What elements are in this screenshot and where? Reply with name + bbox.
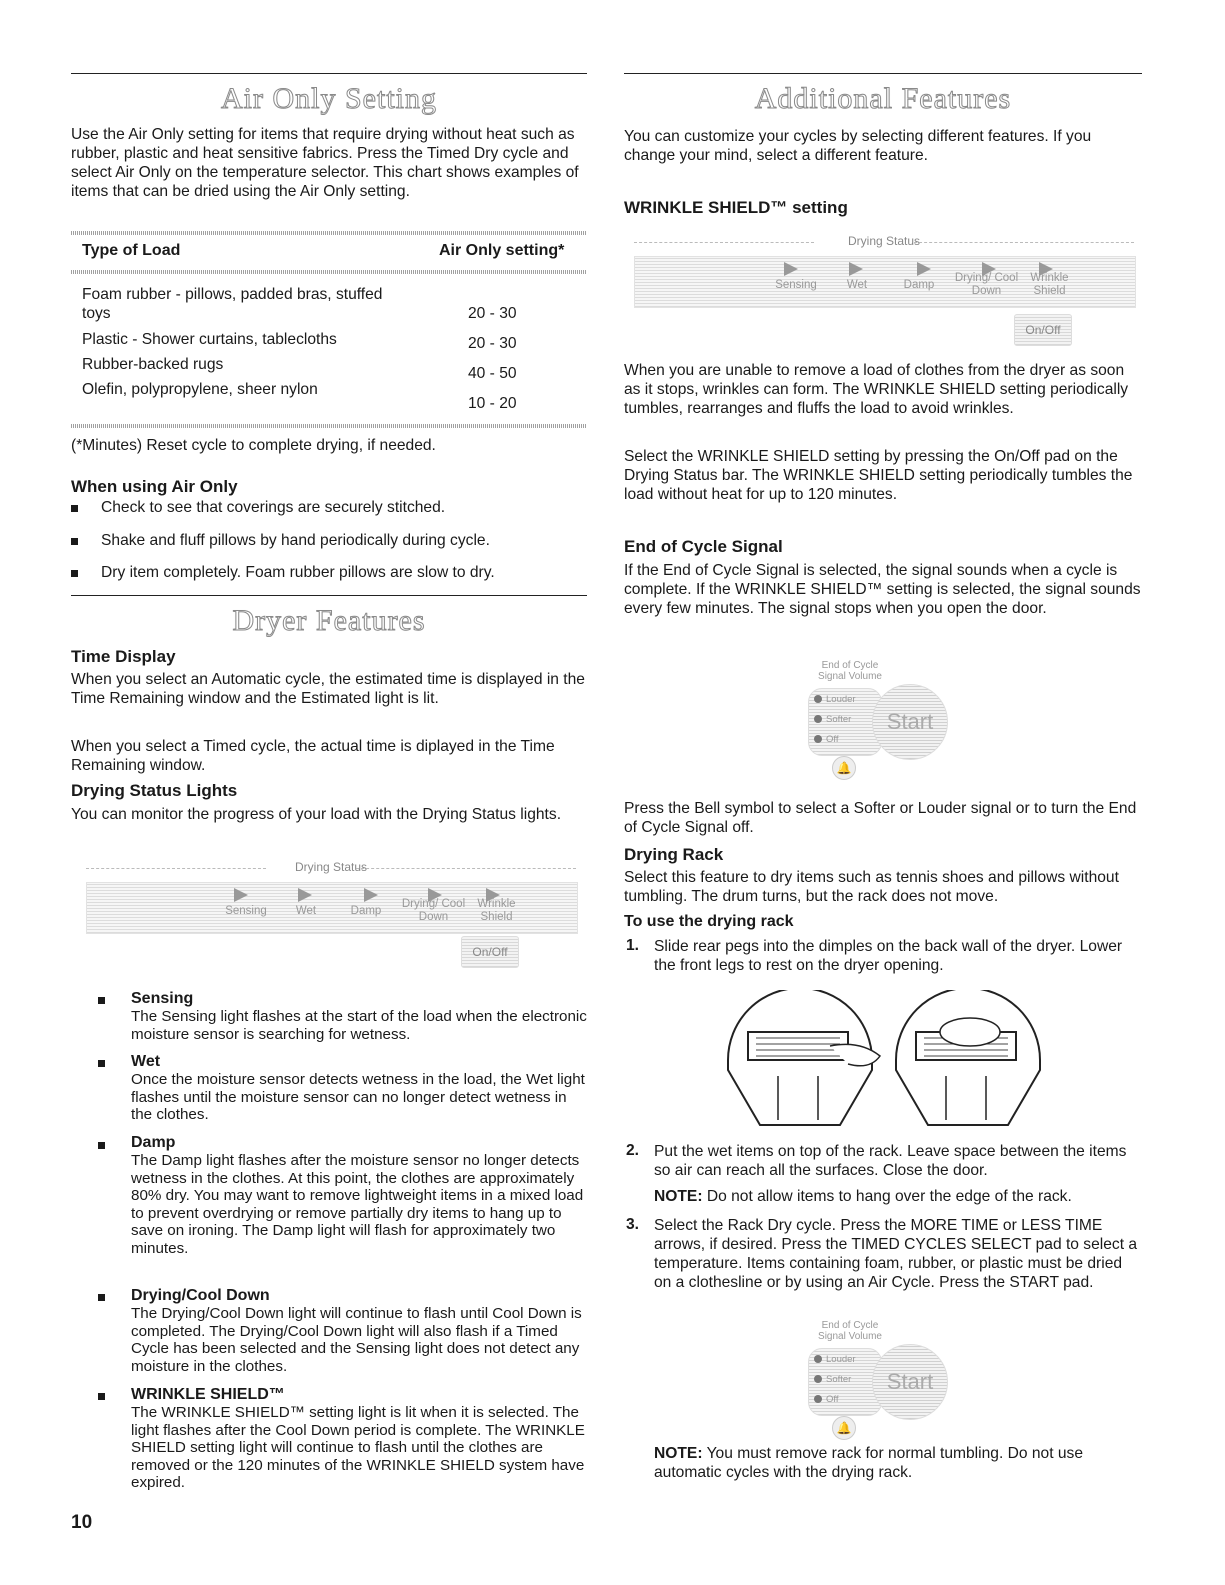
time-display-p2: When you select a Timed cycle, the actual time is diplayed in the Time Remaining window.: [71, 738, 555, 774]
additional-intro: You can customize your cycles by selecting different features. If you change your mind, select a different feature.: [624, 128, 1092, 164]
drying-rack-illustration: [720, 990, 1050, 1130]
end-of-cycle-heading: End of Cycle Signal: [624, 537, 783, 556]
onoff-button[interactable]: On/Off: [461, 936, 519, 968]
stage-sensing: Sensing: [775, 279, 817, 291]
drying-status-p: You can monitor the progress of your load with the Drying Status lights.: [71, 806, 562, 823]
option-louder: Louder: [814, 694, 856, 705]
additional-features-title: Additional Features: [754, 82, 1012, 115]
air-only-intro: Use the Air Only setting for items that require drying without heat such as rubber, plastic and heat sensitive fabrics. Press the Timed Dry cycle and select Air Only on the temperature selector. This chart shows examples of items that can be dried using the Air Only setting.: [71, 126, 579, 200]
stage-arrow-icon: [917, 262, 931, 276]
time-display-p1: When you select an Automatic cycle, the estimated time is displayed in the Time Remaining window and the Estimated light is lit.: [71, 671, 585, 707]
drying-status-panel: [634, 234, 1134, 344]
wrinkle-shield-heading: WRINKLE SHIELD™ setting: [624, 198, 848, 217]
bullet: [98, 1060, 105, 1067]
page-number: 10: [71, 1512, 93, 1533]
end-of-cycle-control: [800, 1320, 960, 1440]
step-text: Select the Rack Dry cycle. Press the MORE TIME or LESS TIME arrows, if desired. Press the TIMED CYCLES SELECT pad to select a temperature. Items containing foam, rubber, or plastic must be dried on a clothesline or by using an Air Cycle. Press the START pad.: [654, 1217, 1138, 1291]
when-using-heading: When using Air Only: [71, 477, 238, 496]
bullet: [71, 505, 78, 512]
stage-arrow-icon: [849, 262, 863, 276]
stage-wet: Wet: [295, 905, 317, 917]
stage-damp: Damp: [350, 905, 382, 917]
bullet: [71, 570, 78, 577]
use-rack-heading: To use the drying rack: [624, 913, 794, 930]
bell-icon[interactable]: 🔔: [832, 1416, 856, 1440]
option-off: Off: [814, 734, 839, 745]
time-display-heading: Time Display: [71, 647, 176, 666]
start-button[interactable]: Start: [872, 684, 948, 760]
stage-drying-cool-down: Drying/ Cool Down: [954, 272, 1019, 297]
stage-arrow-icon: [298, 888, 312, 902]
drying-rack-heading: Drying Rack: [624, 845, 724, 864]
note-label: NOTE:: [654, 1188, 703, 1205]
air-only-title: Air Only Setting: [221, 82, 437, 115]
feature-title-wet: Wet: [131, 1053, 161, 1070]
feature-title-wrinkle-shield: WRINKLE SHIELD™: [131, 1386, 285, 1403]
dryer-features-title: Dryer Features: [232, 604, 426, 637]
start-button[interactable]: Start: [872, 1344, 948, 1420]
bullet: [71, 538, 78, 545]
bullet: [98, 1393, 105, 1400]
drying-status-heading: Drying Status Lights: [71, 781, 238, 800]
top-rule-left: [71, 73, 587, 74]
option-off: Off: [814, 1394, 839, 1405]
drying-status-panel: [86, 860, 576, 970]
table-row-load: Plastic - Shower curtains, tablecloths: [82, 331, 337, 348]
note-label: NOTE:: [654, 1445, 703, 1462]
feature-body-drying-cool-down: The Drying/Cool Down light will continue to flash until Cool Down is completed. The Drying/Cool Down light will also flash if a Timed Cycle has been selected and the Sensing light does not detect any moisture in the clothes.: [131, 1305, 582, 1375]
bullet: [98, 997, 105, 1004]
table-row-load: Olefin, polypropylene, sheer nylon: [82, 381, 318, 398]
table-row-setting: 10 - 20: [468, 395, 517, 412]
top-rule-right: [624, 73, 1142, 74]
stage-drying-cool-down: Drying/ Cool Down: [401, 898, 466, 923]
step-number: 3.: [626, 1216, 640, 1233]
drying-status-label: Drying Status: [847, 234, 921, 248]
bell-instruction: Press the Bell symbol to select a Softer or Louder signal or to turn the End of Cycle Signal off.: [624, 800, 1137, 836]
step-number: 1.: [626, 937, 640, 954]
wrinkle-shield-p1: When you are unable to remove a load of clothes from the dryer as soon as it stops, wrinkles can form. The WRINKLE SHIELD setting periodically tumbles, rearranges and fluffs the load to avoid wrinkles.: [624, 362, 1129, 417]
eoc-label-1: End of Cycle: [821, 1320, 879, 1331]
feature-body-wet: Once the moisture sensor detects wetness in the load, the Wet light flashes until the moisture sensor can no longer detect wetness in the clothes.: [131, 1071, 585, 1123]
option-louder: Louder: [814, 1354, 856, 1365]
note-2: [654, 1187, 1142, 1206]
drying-status-label: Drying Status: [294, 860, 368, 874]
final-note-text: You must remove rack for normal tumbling. Do not use automatic cycles with the drying rack.: [654, 1445, 1084, 1481]
table-row-setting: 40 - 50: [468, 365, 517, 382]
stage-wrinkle-shield: Wrinkle Shield: [1030, 272, 1069, 297]
shoes-shape: [940, 1018, 1000, 1046]
table-bottom-rule: [71, 424, 587, 428]
stage-arrow-icon: [234, 888, 248, 902]
bullet: [98, 1294, 105, 1301]
air-only-footnote: (*Minutes) Reset cycle to complete drying, if needed.: [71, 437, 436, 454]
table-row-setting: 20 - 30: [468, 305, 517, 322]
section-rule-left: [71, 595, 587, 596]
feature-body-damp: The Damp light flashes after the moisture sensor no longer detects wetness in the clothes. At this point, the clothes are approximately 80% dry. You may want to remove lightweight items in a mixed load to prevent overdrying or remove partially dry items to hang up to save on ironing. The Damp light will flash for approximately two minutes.: [131, 1152, 584, 1257]
eoc-label-1: End of Cycle: [821, 660, 879, 671]
feature-title-sensing: Sensing: [131, 990, 194, 1007]
table-row-setting: 20 - 30: [468, 335, 517, 352]
feature-body-sensing: The Sensing light flashes at the start of the load when the electronic moisture sensor is searching for wetness.: [131, 1008, 587, 1043]
onoff-button[interactable]: On/Off: [1014, 314, 1072, 346]
stage-arrow-icon: [364, 888, 378, 902]
stage-wrinkle-shield: Wrinkle Shield: [477, 898, 516, 923]
option-softer: Softer: [814, 714, 851, 725]
stage-arrow-icon: [784, 262, 798, 276]
drying-rack-p: Select this feature to dry items such as tennis shoes and pillows without tumbling. The drum turns, but the rack does not move.: [624, 869, 1119, 905]
table-top-rule: [71, 231, 587, 235]
feature-body-wrinkle-shield: The WRINKLE SHIELD™ setting light is lit when it is selected. The light flashes after the Cool Down period is complete. The WRINKLE SHIELD setting light will continue to flash until the clothes are removed or the 120 minutes of the WRINKLE SHIELD system have expired.: [131, 1404, 585, 1491]
hand-shape: [830, 1044, 880, 1065]
option-softer: Softer: [814, 1374, 851, 1385]
bullet: [98, 1142, 105, 1149]
when-item: Dry item completely. Foam rubber pillows are slow to dry.: [101, 564, 495, 581]
note-2-text: Do not allow items to hang over the edge of the rack.: [706, 1188, 1072, 1205]
stage-sensing: Sensing: [225, 905, 267, 917]
step-number: 2.: [626, 1142, 640, 1159]
wrinkle-shield-p2: Select the WRINKLE SHIELD setting by pressing the On/Off pad on the Drying Status bar. The WRINKLE SHIELD setting periodically tumbles the load without heat for up to 120 minutes.: [624, 448, 1133, 503]
table-header-rule: [71, 270, 587, 274]
dryer-opening-right: [896, 990, 1040, 1125]
table-header-setting: Air Only setting*: [439, 242, 565, 259]
final-note: [654, 1444, 1142, 1482]
step-text: Put the wet items on top of the rack. Leave space between the items so air can reach all the surfaces. Close the door.: [654, 1143, 1127, 1179]
feature-title-drying-cool-down: Drying/Cool Down: [131, 1287, 270, 1304]
end-of-cycle-control: [800, 660, 960, 780]
eoc-label-2: Signal Volume: [818, 671, 882, 682]
stage-damp: Damp: [903, 279, 935, 291]
when-item: Check to see that coverings are securely stitched.: [101, 499, 446, 516]
when-item: Shake and fluff pillows by hand periodically during cycle.: [101, 532, 490, 549]
table-row-load: Foam rubber - pillows, padded bras, stuffed toys: [82, 286, 383, 322]
stage-wet: Wet: [846, 279, 868, 291]
table-header-load: Type of Load: [82, 242, 181, 259]
step-text: Slide rear pegs into the dimples on the back wall of the dryer. Lower the front legs to rest on the dryer opening.: [654, 938, 1123, 974]
end-of-cycle-p: If the End of Cycle Signal is selected, the signal sounds when a cycle is complete. If the WRINKLE SHIELD™ setting is selected, the signal sounds every few minutes. The signal stops when you open the door.: [624, 562, 1141, 617]
feature-title-damp: Damp: [131, 1134, 176, 1151]
table-row-load: Rubber-backed rugs: [82, 356, 224, 373]
eoc-label-2: Signal Volume: [818, 1331, 882, 1342]
bell-icon[interactable]: 🔔: [832, 756, 856, 780]
